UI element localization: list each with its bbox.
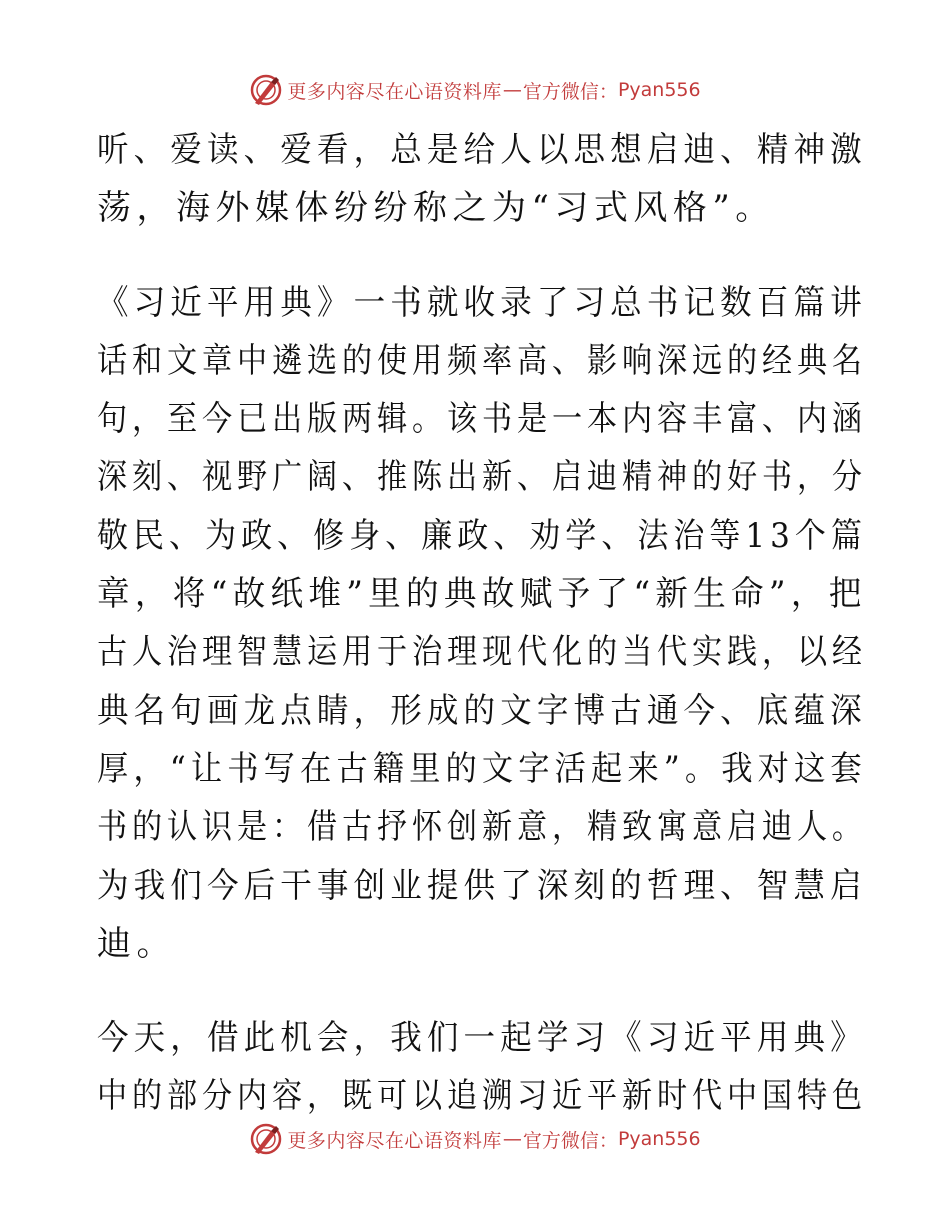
text-line: 话和文章中遴选的使用频率高、影响深远的经典名 bbox=[97, 340, 867, 381]
paragraph-2 bbox=[97, 274, 867, 974]
text-line: 今天，借此机会，我们一起学习《习近平用典》 bbox=[97, 1018, 867, 1059]
watermark-wechat-label: 官方微信： bbox=[522, 80, 618, 103]
watermark-brand: 更多内容尽在心语资料库 bbox=[287, 1129, 502, 1152]
text-line: 典名句画龙点睛，形成的文字博古通今、底蕴深 bbox=[97, 690, 867, 731]
watermark-wechat-id: Pyan556 bbox=[617, 1128, 701, 1150]
watermark-separator: — bbox=[502, 79, 522, 101]
header-watermark bbox=[0, 70, 950, 110]
text-line: 《习近平用典》一书就收录了习总书记数百篇讲 bbox=[97, 282, 867, 323]
text-line: 书的认识是：借古抒怀创新意，精致寓意启迪人。 bbox=[97, 807, 867, 848]
text-line: 深刻、视野广阔、推陈出新、启迪精神的好书，分 bbox=[97, 457, 867, 498]
paragraph-3 bbox=[97, 1009, 867, 1126]
text-line: 章，将“故纸堆”里的典故赋予了“新生命”，把 bbox=[97, 574, 867, 615]
document-body bbox=[97, 121, 867, 1126]
text-line: 为我们今后干事创业提供了深刻的哲理、智慧启 bbox=[97, 865, 867, 906]
footer-watermark bbox=[0, 1119, 950, 1159]
text-line: 古人治理智慧运用于治理现代化的当代实践，以经 bbox=[97, 632, 867, 673]
text-line: 荡，海外媒体纷纷称之为“习式风格”。 bbox=[97, 188, 775, 229]
text-line: 中的部分内容，既可以追溯习近平新时代中国特色 bbox=[97, 1076, 867, 1117]
text-line: 厚，“让书写在古籍里的文字活起来”。我对这套 bbox=[97, 748, 867, 789]
watermark-wechat-id: Pyan556 bbox=[617, 79, 701, 101]
watermark-separator: — bbox=[502, 1128, 522, 1150]
text-line: 敬民、为政、修身、廉政、劝学、法治等13个篇 bbox=[97, 515, 867, 556]
pen-logo-icon bbox=[249, 73, 283, 107]
text-line: 听、爱读、爱看，总是给人以思想启迪、精神激 bbox=[97, 130, 867, 170]
watermark-wechat-label: 官方微信： bbox=[522, 1129, 618, 1152]
paragraph-1 bbox=[97, 121, 867, 238]
text-line: 迪。 bbox=[97, 923, 176, 964]
watermark-brand: 更多内容尽在心语资料库 bbox=[287, 80, 502, 103]
pen-logo-icon bbox=[249, 1122, 283, 1156]
text-line: 句，至今已出版两辑。该书是一本内容丰富、内涵 bbox=[97, 399, 867, 440]
